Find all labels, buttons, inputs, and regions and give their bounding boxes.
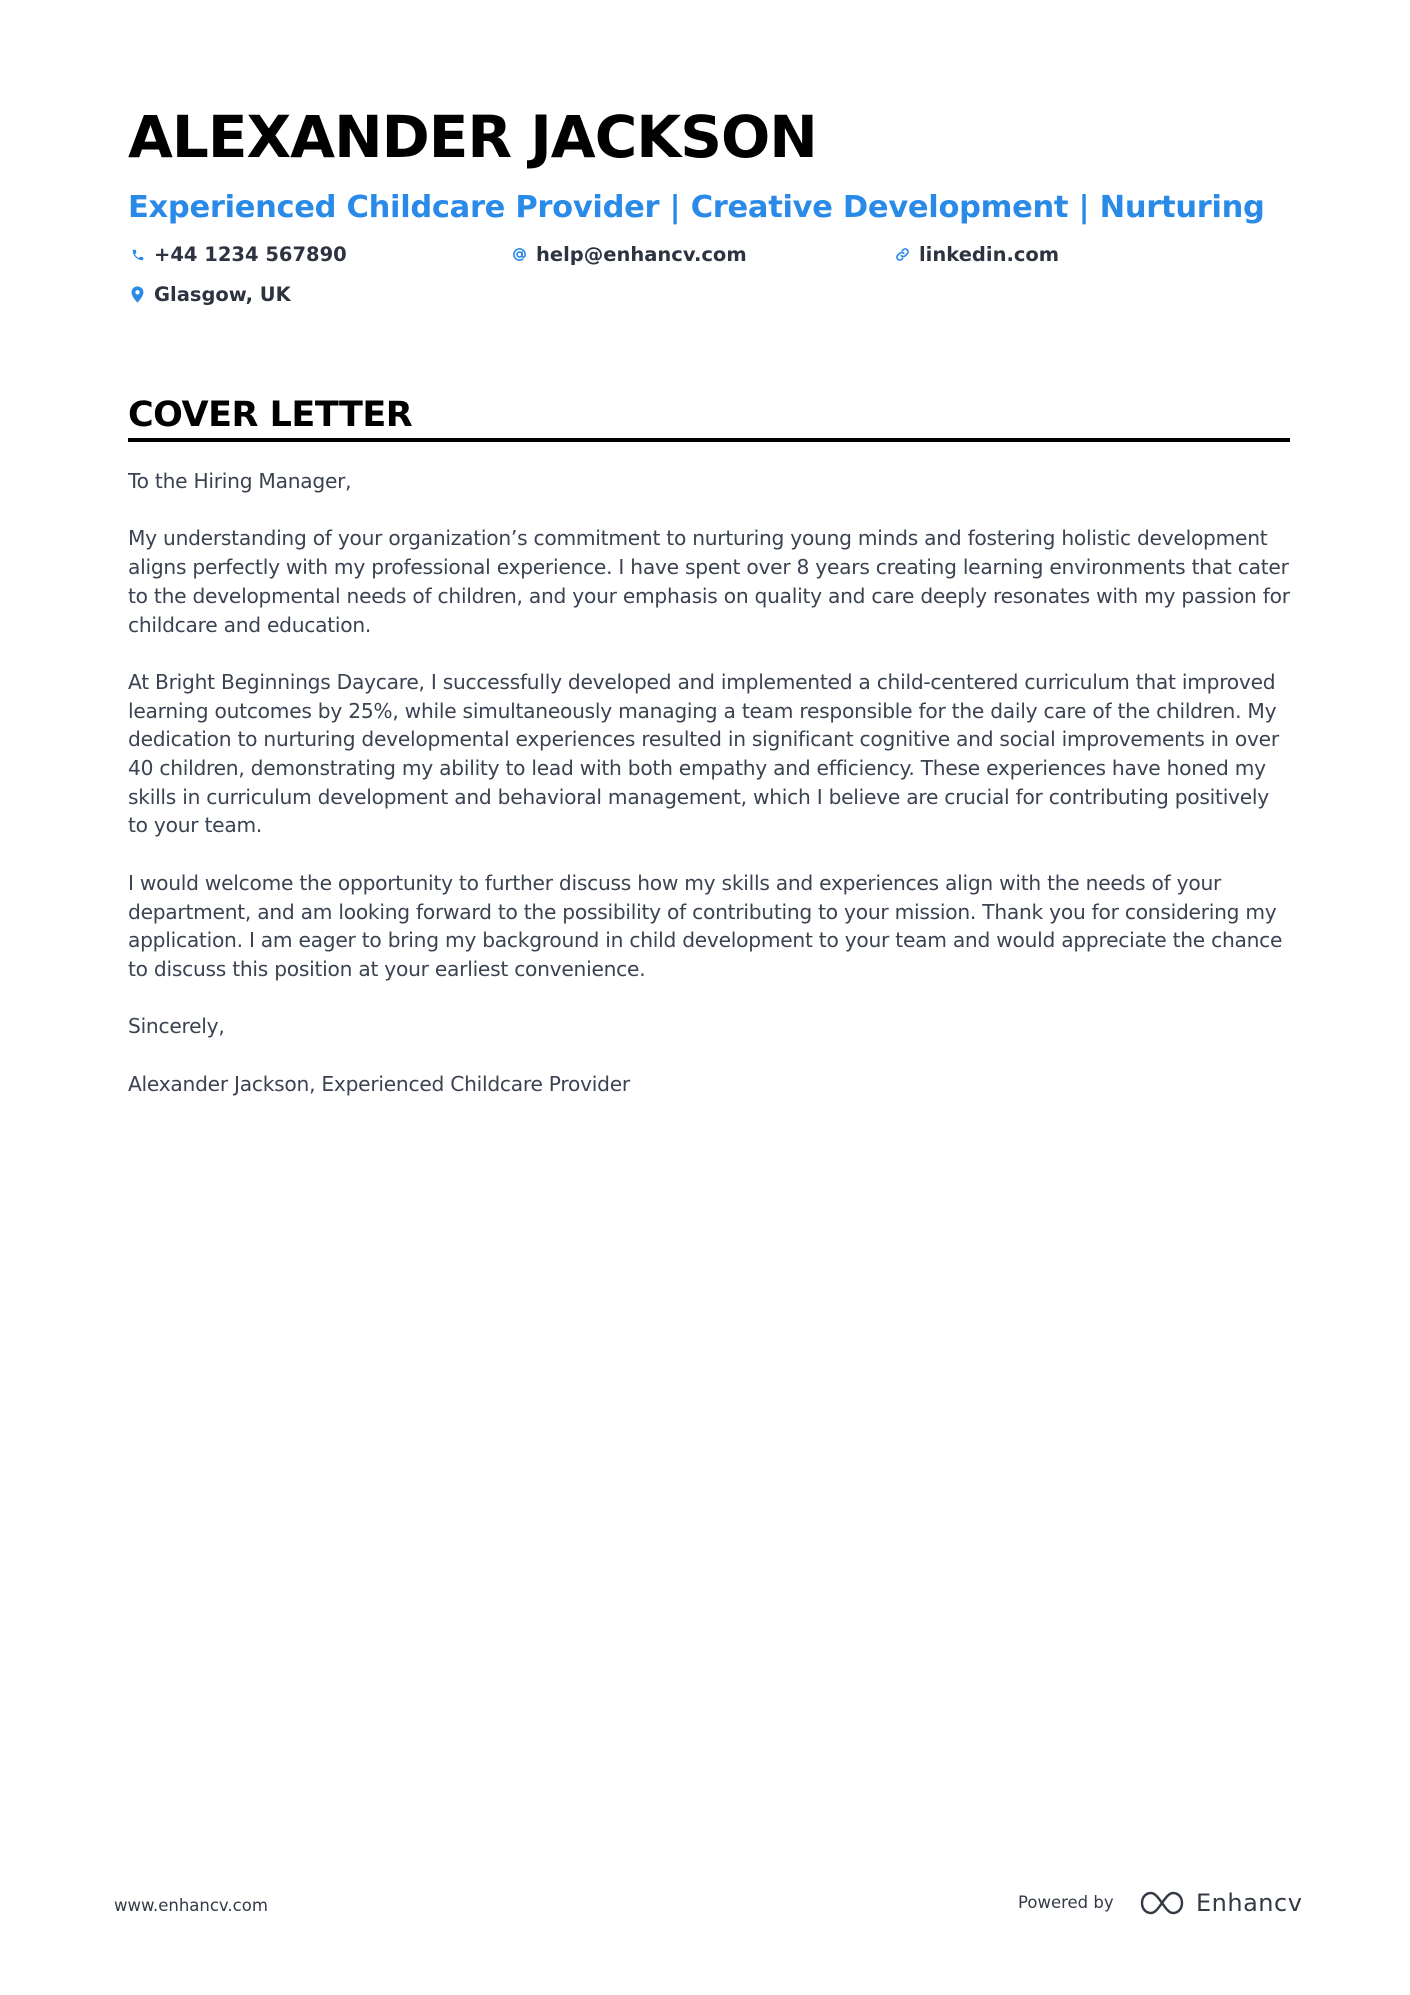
contact-linkedin[interactable] [895, 245, 1059, 265]
letter-signature: Alexander Jackson, Experienced Childcare Provider [128, 1071, 630, 1096]
map-pin-icon [130, 286, 145, 304]
contact-email[interactable] [512, 245, 747, 265]
candidate-headline: Experienced Childcare Provider | Creative Development | Nurturing [128, 190, 1265, 225]
contact-location-text: Glasgow, UK [154, 283, 291, 306]
at-sign-icon [512, 246, 527, 264]
link-icon [895, 246, 910, 264]
footer-website-link[interactable]: www.enhancv.com [114, 1896, 268, 1915]
contact-linkedin-text: linkedin.com [919, 243, 1060, 266]
section-title: COVER LETTER [128, 395, 413, 435]
contact-phone-text: +44 1234 567890 [154, 243, 347, 266]
letter-body [128, 467, 1290, 1127]
letter-paragraph: My understanding of your organization’s commitment to nurturing young minds and fostering holistic development aligns perfectly with my professional experience. I have spent over 8 years creating learning environments that cater to the developmental needs of children, and your emphasis on quality and care deeply resonates with my passion for childcare and education. [128, 526, 1290, 637]
letter-closing: Sincerely, [128, 1014, 225, 1039]
letter-paragraph: I would welcome the opportunity to further discuss how my skills and experiences align with the needs of your department, and am looking forward to the possibility of contributing to your mission. Thank you for considering my application. I am eager to bring my background in child development to your team and would appreciate the chance to discuss this position at your earliest convenience. [128, 870, 1283, 981]
footer-powered-by: Powered by [1018, 1893, 1114, 1912]
contact-location [130, 285, 291, 305]
section-divider [128, 438, 1290, 442]
enhancv-brand-name: Enhancv [1196, 1889, 1303, 1917]
enhancv-logo-icon [1138, 1883, 1186, 1923]
enhancv-brand[interactable] [1138, 1883, 1302, 1923]
letter-paragraph: At Bright Beginnings Daycare, I successfully developed and implemented a child-centered curriculum that improved learning outcomes by 25%, while simultaneously managing a team responsible for the daily care of the children. My dedication to nurturing developmental experiences resulted in significant cognitive and social improvements in over 40 children, demonstrating my ability to lead with both empathy and efficiency. These experiences have honed my skills in curriculum development and behavioral management, which I believe are crucial for contributing positively to your team. [128, 669, 1279, 838]
phone-icon [130, 246, 145, 264]
letter-greeting: To the Hiring Manager, [128, 469, 352, 493]
contact-email-text: help@enhancv.com [536, 243, 747, 266]
contact-phone[interactable] [130, 245, 347, 265]
candidate-name: ALEXANDER JACKSON [128, 103, 817, 171]
